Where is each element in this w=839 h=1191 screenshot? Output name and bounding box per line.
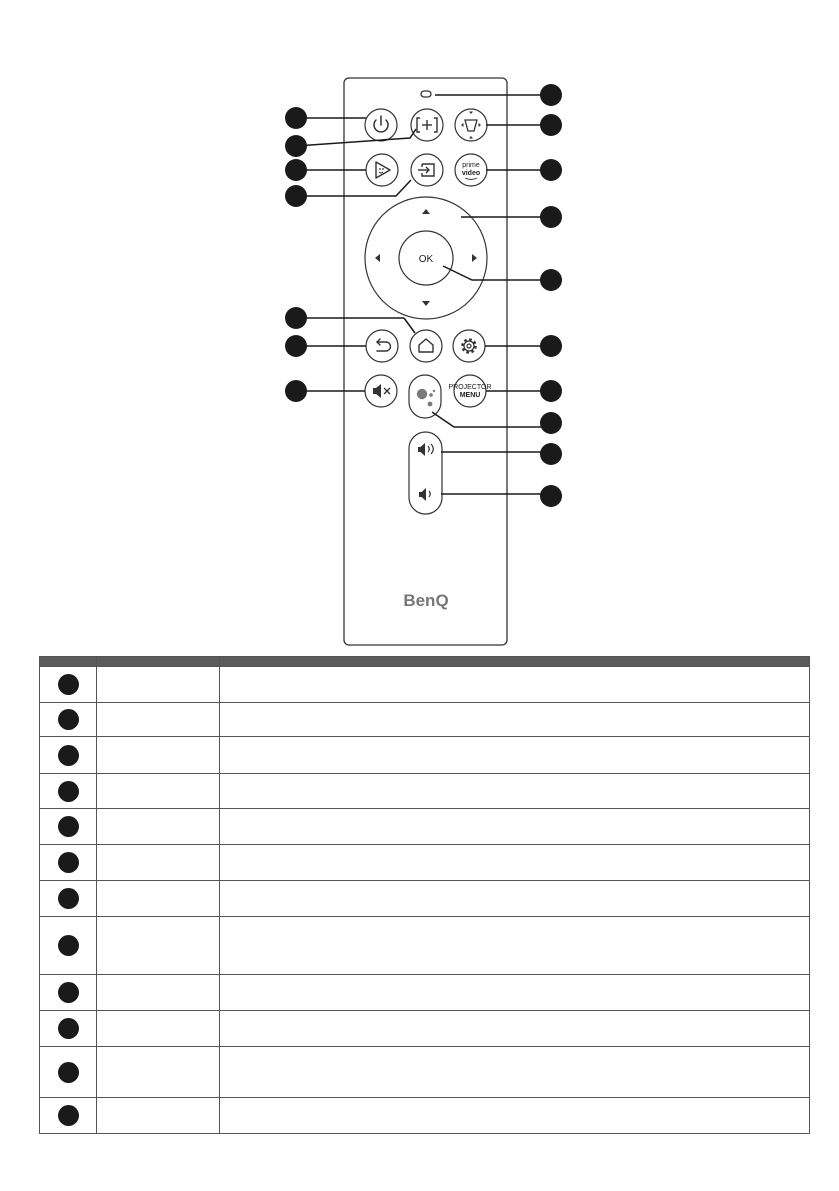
row-description	[220, 1098, 810, 1134]
row-marker	[40, 774, 97, 809]
callout-marker	[540, 485, 562, 507]
callout-marker	[285, 380, 307, 402]
callout-marker	[58, 781, 79, 802]
table-row	[40, 774, 810, 809]
callout-marker	[58, 1062, 79, 1083]
row-marker	[40, 737, 97, 774]
row-marker	[40, 703, 97, 737]
row-marker	[40, 881, 97, 917]
power-button[interactable]	[365, 109, 397, 141]
callout-marker	[540, 114, 562, 136]
callout-marker	[58, 982, 79, 1003]
row-description	[220, 975, 810, 1011]
callout-marker	[58, 1018, 79, 1039]
callout-marker	[540, 159, 562, 181]
row-name	[97, 881, 220, 917]
row-marker	[40, 1047, 97, 1098]
input-source-button[interactable]	[411, 154, 443, 186]
google-play-button[interactable]	[366, 154, 398, 186]
row-description	[220, 774, 810, 809]
callout-marker	[540, 380, 562, 402]
row-description	[220, 881, 810, 917]
row-description	[220, 667, 810, 703]
menu-label: MENU	[459, 392, 481, 399]
settings-button[interactable]	[453, 330, 485, 362]
callout-marker	[58, 709, 79, 730]
callout-marker	[285, 335, 307, 357]
table-row	[40, 703, 810, 737]
row-description	[220, 1011, 810, 1047]
row-description	[220, 737, 810, 774]
callout-marker	[540, 84, 562, 106]
prime-label: prime	[462, 162, 480, 169]
home-button[interactable]	[410, 330, 442, 362]
callout-marker	[540, 412, 562, 434]
row-name	[97, 917, 220, 975]
row-marker	[40, 1011, 97, 1047]
volume-rocker[interactable]	[409, 432, 442, 514]
keystone-button[interactable]	[455, 109, 487, 141]
row-marker	[40, 845, 97, 881]
row-marker	[40, 667, 97, 703]
callout-marker	[285, 159, 307, 181]
row-description	[220, 809, 810, 845]
table-row	[40, 809, 810, 845]
mute-button[interactable]	[365, 375, 397, 407]
header-description	[220, 657, 810, 667]
callout-marker	[58, 1105, 79, 1126]
row-name	[97, 1047, 220, 1098]
callout-marker	[285, 185, 307, 207]
callout-marker	[540, 269, 562, 291]
prime-video-icon	[462, 162, 480, 180]
row-marker	[40, 917, 97, 975]
callout-marker	[58, 888, 79, 909]
google-assistant-button[interactable]	[409, 375, 441, 418]
back-button[interactable]	[366, 330, 398, 362]
ok-button[interactable]	[399, 231, 453, 285]
row-name	[97, 1098, 220, 1134]
row-marker	[40, 809, 97, 845]
callout-marker	[58, 816, 79, 837]
row-name	[97, 774, 220, 809]
callout-marker	[58, 935, 79, 956]
video-label: video	[461, 170, 481, 177]
row-description	[220, 703, 810, 737]
callout-marker	[58, 745, 79, 766]
row-description	[220, 917, 810, 975]
row-name	[97, 667, 220, 703]
callout-marker	[285, 307, 307, 329]
table-row	[40, 667, 810, 703]
table-row	[40, 1047, 810, 1098]
ok-label: OK	[418, 254, 434, 265]
callout-marker	[540, 443, 562, 465]
table-row	[40, 975, 810, 1011]
header-name	[97, 657, 220, 667]
table-row	[40, 1098, 810, 1134]
table-row	[40, 881, 810, 917]
row-name	[97, 809, 220, 845]
row-description	[220, 1047, 810, 1098]
row-name	[97, 1011, 220, 1047]
row-name	[97, 737, 220, 774]
projector-label: PROJECTOR	[448, 384, 492, 391]
prime-video-button[interactable]	[455, 154, 487, 186]
row-name	[97, 703, 220, 737]
row-marker	[40, 975, 97, 1011]
autofocus-button[interactable]	[411, 109, 443, 141]
table-row	[40, 1011, 810, 1047]
table-row	[40, 917, 810, 975]
header-number	[40, 657, 97, 667]
callout-marker	[540, 206, 562, 228]
brand-logo: BenQ	[403, 591, 449, 610]
row-name	[97, 845, 220, 881]
callout-marker	[285, 107, 307, 129]
callout-marker	[285, 135, 307, 157]
table-row	[40, 845, 810, 881]
row-name	[97, 975, 220, 1011]
callout-marker	[58, 674, 79, 695]
function-table	[39, 656, 810, 1134]
row-marker	[40, 1098, 97, 1134]
row-description	[220, 845, 810, 881]
table-header-row	[40, 657, 810, 667]
callout-marker	[58, 852, 79, 873]
callout-marker	[540, 335, 562, 357]
table-row	[40, 737, 810, 774]
